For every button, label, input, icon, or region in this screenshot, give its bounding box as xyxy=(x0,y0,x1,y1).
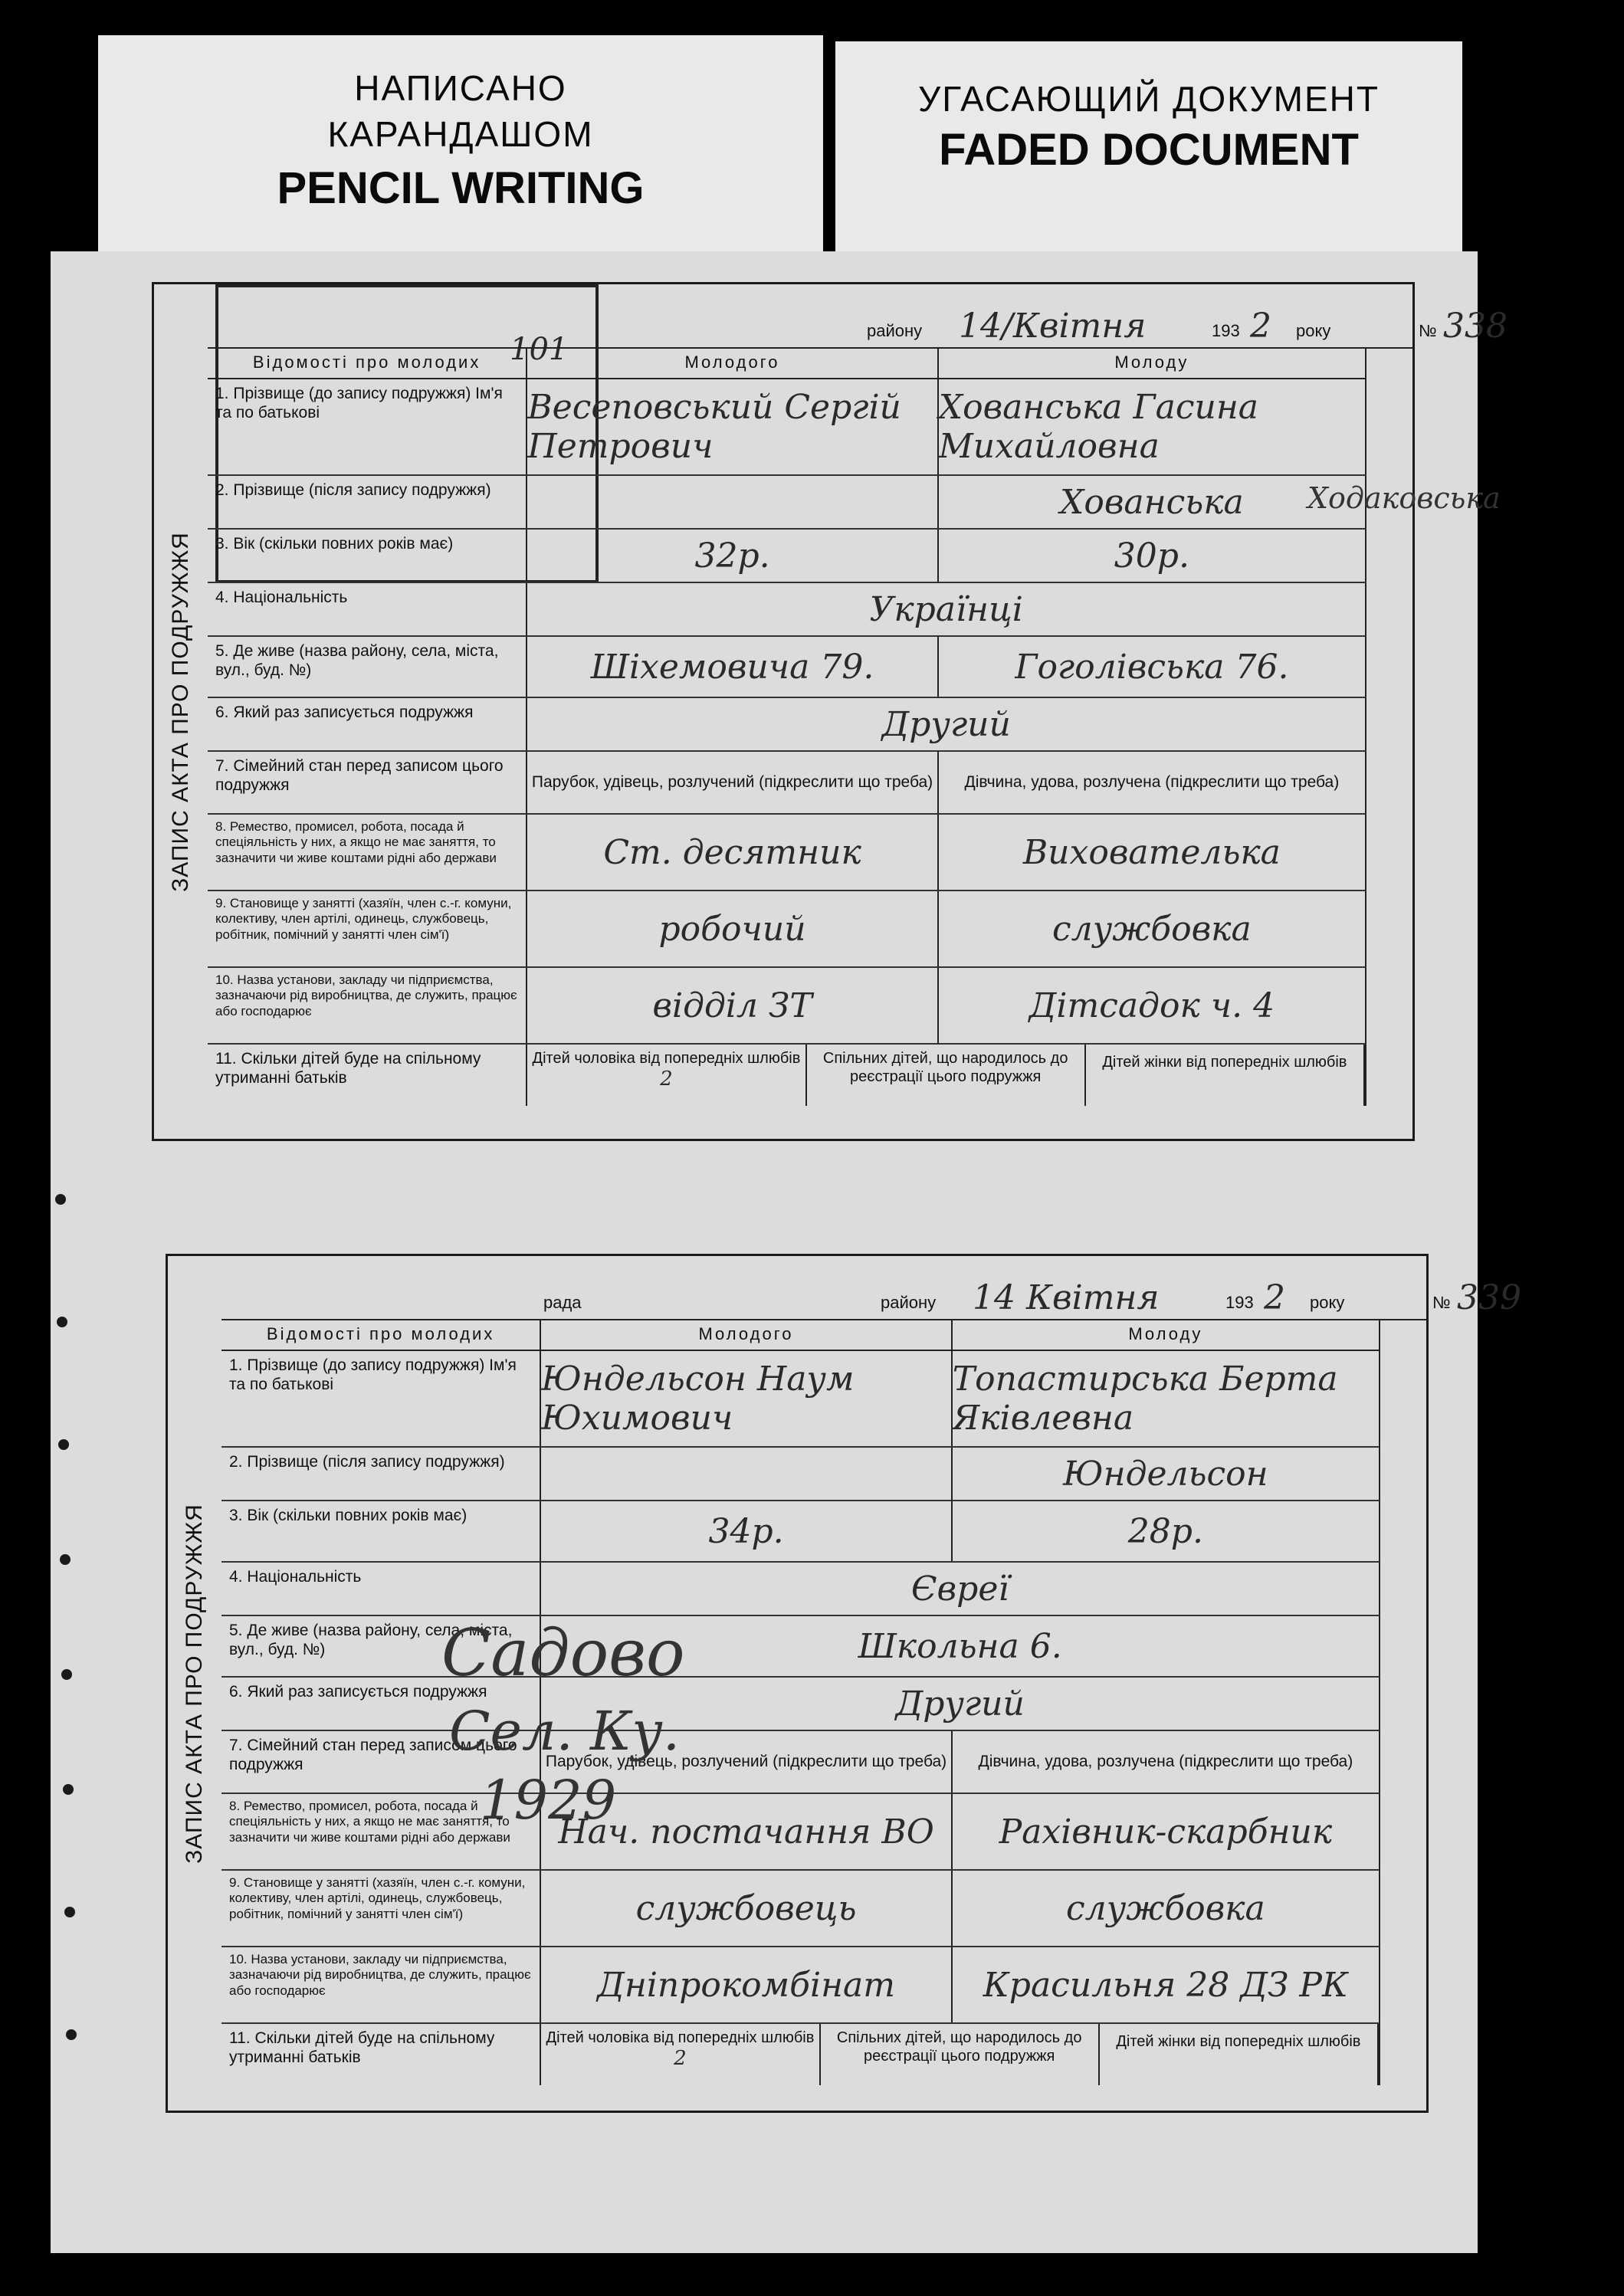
raion-label: району xyxy=(881,1293,937,1312)
table-row xyxy=(208,379,1366,476)
bride-age: 28р. xyxy=(1127,1511,1203,1551)
row-label: 5. Де живе (назва району, села, міста, вул., буд. №) xyxy=(221,1616,541,1676)
act-date: 14 Квітня xyxy=(973,1278,1160,1317)
times-married: Другий xyxy=(895,1684,1025,1724)
children-wife: Дітей жінки від попередніх шлюбів xyxy=(1086,1045,1365,1106)
groom-workplace: відділ ЗТ xyxy=(652,986,812,1025)
table-row xyxy=(208,968,1366,1045)
year-prefix: 193 xyxy=(1212,321,1240,340)
bride-name: Хованська Гасина Михайловна xyxy=(938,388,1259,466)
margin-note: Сел. Ку. xyxy=(449,1700,681,1763)
act-number: 338 xyxy=(1443,307,1508,346)
table-row xyxy=(221,1448,1380,1501)
form-side-label: ЗАПИС АКТА ПРО ПОДРУЖЖЯ xyxy=(182,1503,208,1864)
nationality: Євреї xyxy=(910,1569,1009,1609)
bride-status-options: Дівчина, удова, розлучена (підкреслити що треба) xyxy=(964,772,1340,791)
year-prefix: 193 xyxy=(1225,1293,1254,1312)
punch-hole xyxy=(61,1669,72,1680)
bride-occupation: Рахівник-скарбник xyxy=(999,1812,1333,1852)
children-husband: Дітей чоловіка від попередніх шлюбів 2 xyxy=(527,1045,806,1106)
form-header-line xyxy=(208,284,1508,349)
times-married: Другий xyxy=(881,704,1011,744)
row-label: 1. Прізвище (до запису подружжя) Ім'я та по батькові xyxy=(221,1351,541,1446)
children-cells xyxy=(527,1045,1366,1106)
act-number: 339 xyxy=(1457,1278,1521,1317)
stamp-number: 101 xyxy=(510,332,569,367)
children-cells xyxy=(541,2024,1380,2085)
card-line-2: FADED DOCUMENT xyxy=(939,125,1359,175)
bride-workplace: Красильня 28 ДЗ РК xyxy=(983,1965,1349,2005)
card-line-1: НАПИСАНО xyxy=(354,68,567,108)
punch-hole xyxy=(55,1194,66,1205)
table-row xyxy=(221,1501,1380,1563)
row-label: 9. Становище у занятті (хазяїн, член с.-г. комуни, колективу, член артілі, одинець, службовець, робітник, помічний у занятті член сім'ї) xyxy=(221,1871,541,1946)
row-label: 10. Назва установи, закладу чи підприємства, зазначаючи рід виробництва, де служить, працює або господарює xyxy=(208,968,527,1043)
col-bride-header: Молоду xyxy=(939,347,1366,378)
bride-position: службовка xyxy=(1066,1888,1265,1928)
year-digit: 2 xyxy=(1250,307,1271,346)
table-row xyxy=(221,1794,1380,1871)
row-label: 1. Прізвище (до запису подружжя) Ім'я та по батькові xyxy=(208,379,527,474)
pencil-writing-card xyxy=(98,35,823,259)
table-row xyxy=(208,476,1366,530)
row-label: 8. Ремество, промисел, робота, посада й спеціяльність у них, а якщо не має заняття, то зазначити чи живе коштами рідні або держави xyxy=(221,1794,541,1869)
col-info-header: Відомості про молодих xyxy=(208,347,527,378)
table-row xyxy=(221,1731,1380,1794)
col-groom-header: Молодого xyxy=(527,347,938,378)
row-label: 2. Прізвище (після запису подружжя) xyxy=(208,476,527,528)
table-row xyxy=(208,891,1366,968)
row-label: 3. Вік (скільки повних років має) xyxy=(221,1501,541,1561)
margin-note: 1929 xyxy=(480,1769,617,1832)
table-row xyxy=(221,1351,1380,1448)
raion-label: району xyxy=(867,321,923,340)
row-label: 5. Де живе (назва району, села, міста, вул., буд. №) xyxy=(208,637,527,697)
document-sheet xyxy=(51,251,1521,2253)
card-line-2: КАРАНДАШОМ xyxy=(327,114,594,154)
row-label: 4. Національність xyxy=(208,583,527,635)
groom-name: Юндельсон Наум Юхимович xyxy=(541,1360,855,1438)
table-row xyxy=(208,583,1366,637)
margin-note: Ходаковська xyxy=(1307,481,1501,515)
punch-hole xyxy=(58,1439,69,1450)
form-table xyxy=(221,1319,1380,2111)
groom-residence: Шіхемовича 79. xyxy=(590,647,874,687)
punch-hole xyxy=(60,1554,71,1565)
groom-position: робочий xyxy=(658,909,806,949)
row-label: 7. Сімейний стан перед записом цього подружжя xyxy=(208,752,527,813)
row-label: 10. Назва установи, закладу чи підприємства, зазначаючи рід виробництва, де служить, працює або господарює xyxy=(221,1947,541,2022)
punch-hole xyxy=(63,1784,74,1795)
act-date: 14/Квітня xyxy=(959,307,1147,346)
table-row xyxy=(208,637,1366,698)
form-table xyxy=(208,347,1366,1139)
form-header-line xyxy=(221,1256,1521,1320)
row-label: 9. Становище у занятті (хазяїн, член с.-г. комуни, колективу, член артілі, одинець, службовець, робітник, помічний у занятті член сім'ї) xyxy=(208,891,527,966)
row-label: 11. Скільки дітей буде на спільному утриманні батьків xyxy=(208,1045,527,1106)
card-line-1: УГАСАЮЩИЙ ДОКУМЕНТ xyxy=(918,79,1380,119)
table-row xyxy=(221,1871,1380,1947)
bride-workplace: Дітсадок ч. 4 xyxy=(1029,986,1275,1025)
table-row xyxy=(221,1678,1380,1731)
bride-occupation: Вихователька xyxy=(1022,832,1281,872)
bride-name: Топастирська Берта Яківлевна xyxy=(952,1360,1338,1438)
table-row xyxy=(208,815,1366,891)
row-label: 7. Сімейний стан перед записом цього подружжя xyxy=(221,1731,541,1793)
table-row xyxy=(221,1563,1380,1616)
punch-hole xyxy=(57,1317,67,1327)
number-prefix: № xyxy=(1432,1293,1451,1312)
groom-status-options: Парубок, удівець, розлучений (підкреслити що треба) xyxy=(545,1752,947,1770)
bride-position: службовка xyxy=(1052,909,1252,949)
year-label: року xyxy=(1296,321,1331,340)
children-common: Спільних дітей, що народилось до реєстрації цього подружжя xyxy=(821,2024,1100,2085)
col-groom-header: Молодого xyxy=(541,1319,952,1350)
table-row xyxy=(221,1947,1380,2024)
groom-status-options: Парубок, удівець, розлучений (підкреслити що треба) xyxy=(531,772,933,791)
col-info-header: Відомості про молодих xyxy=(221,1319,541,1350)
table-row xyxy=(208,530,1366,583)
column-header-row xyxy=(221,1319,1380,1351)
table-row xyxy=(208,1045,1366,1106)
rada-label: рада xyxy=(543,1293,582,1312)
nationality: Українці xyxy=(869,589,1023,629)
table-row xyxy=(221,1616,1380,1678)
column-header-row xyxy=(208,347,1366,379)
row-label: 6. Який раз записується подружжя xyxy=(208,698,527,750)
year-label: року xyxy=(1310,1293,1345,1312)
children-husband: Дітей чоловіка від попередніх шлюбів 2 xyxy=(541,2024,820,2085)
groom-age: 34р. xyxy=(708,1511,784,1551)
groom-name: Весеповський Сергій Петрович xyxy=(527,388,901,466)
bride-age: 30р. xyxy=(1114,536,1189,576)
card-line-3: PENCIL WRITING xyxy=(277,163,645,213)
groom-workplace: Дніпрокомбінат xyxy=(597,1965,896,2005)
punch-hole xyxy=(64,1907,75,1917)
faded-document-card xyxy=(835,41,1462,253)
children-common: Спільних дітей, що народилось до реєстрації цього подружжя xyxy=(807,1045,1086,1106)
table-row xyxy=(221,2024,1380,2085)
margin-note: Садово xyxy=(441,1615,685,1691)
col-bride-header: Молоду xyxy=(953,1319,1380,1350)
groom-occupation: Ст. десятник xyxy=(603,832,861,872)
bride-surname-after: Хованська xyxy=(1060,482,1244,522)
residence: Школьна 6. xyxy=(858,1626,1062,1666)
row-label: 4. Національність xyxy=(221,1563,541,1615)
children-wife: Дітей жінки від попередніх шлюбів xyxy=(1100,2024,1379,2085)
row-label: 2. Прізвище (після запису подружжя) xyxy=(221,1448,541,1500)
row-label: 11. Скільки дітей буде на спільному утриманні батьків xyxy=(221,2024,541,2085)
row-label: 8. Ремество, промисел, робота, посада й спеціяльність у них, а якщо не має заняття, то зазначити чи живе коштами рідні або держави xyxy=(208,815,527,890)
table-row xyxy=(208,752,1366,815)
year-digit: 2 xyxy=(1264,1278,1285,1317)
groom-position: службовець xyxy=(635,1888,857,1928)
table-row xyxy=(208,698,1366,752)
marriage-act-339 xyxy=(166,1254,1521,2113)
row-label: 6. Який раз записується подружжя xyxy=(221,1678,541,1730)
bride-residence: Гоголівська 76. xyxy=(1015,647,1289,687)
bride-surname-after: Юндельсон xyxy=(1063,1454,1268,1494)
bride-status-options: Дівчина, удова, розлучена (підкреслити що треба) xyxy=(978,1752,1353,1770)
row-label: 3. Вік (скільки повних років має) xyxy=(208,530,527,582)
groom-age: 32р. xyxy=(694,536,770,576)
punch-hole xyxy=(66,2029,77,2040)
form-side-label: ЗАПИС АКТА ПРО ПОДРУЖЖЯ xyxy=(168,531,194,892)
number-prefix: № xyxy=(1419,321,1437,340)
marriage-act-338 xyxy=(152,282,1508,1141)
groom-occupation: Нач. постачання ВО xyxy=(558,1812,934,1852)
